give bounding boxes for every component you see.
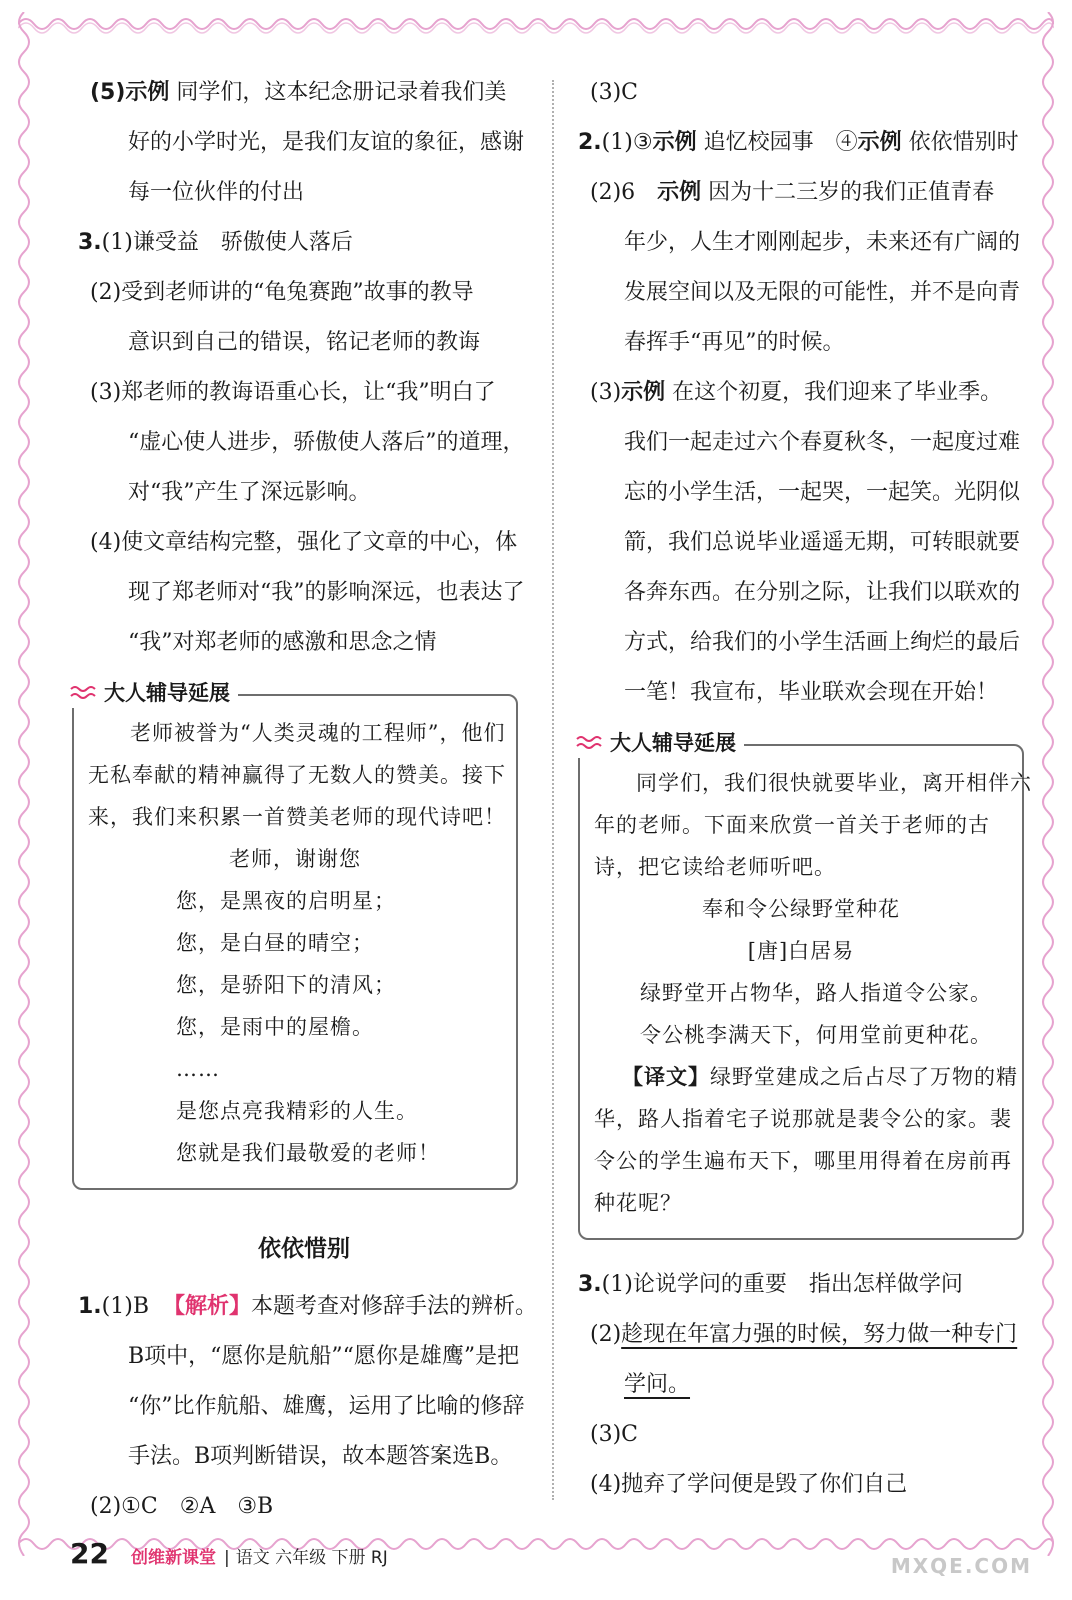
answer-line: (3)郑老师的教诲语重心长，让“我”明白了	[90, 380, 496, 405]
box-text: 老师被誉为“人类灵魂的工程师”，他们	[130, 721, 506, 745]
answer-line: 年少，人生才刚刚起步，未来还有广阔的	[624, 230, 1021, 255]
answer-line: 春挥手“再见”的时候。	[624, 330, 845, 355]
poem-title: 奉和令公绿野堂种花	[702, 897, 900, 921]
question-3-answer-1: 3.(1)谦受益 骄傲使人落后	[78, 230, 353, 255]
footer-separator: |	[223, 1548, 230, 1568]
answer-line: 每一位伙伴的付出	[128, 180, 305, 205]
answer-line: 我们一起走过六个春夏秋冬，一起度过难	[624, 430, 1021, 455]
tutoring-box-1	[72, 681, 518, 1190]
answer-line: (4)使文章结构完整，强化了文章的中心，体	[90, 530, 518, 555]
watermark: MXQE.COM	[890, 1554, 1032, 1578]
poem-line: 令公桃李满天下，何用堂前更种花。	[640, 1023, 992, 1047]
page-footer	[70, 1537, 388, 1570]
poem-line: ……	[176, 1057, 220, 1081]
answer-line: 意识到自己的错误，铭记老师的教诲	[128, 330, 481, 355]
answer-line	[578, 1360, 1048, 1410]
answer-line: 方式，给我们的小学生活画上绚烂的最后	[624, 630, 1021, 655]
poem-line: 您，是黑夜的启明星；	[176, 889, 396, 913]
poem-line: 绿野堂开占物华，路人指道令公家。	[640, 981, 992, 1005]
page-number: 22	[70, 1537, 109, 1570]
wave-icon	[70, 684, 96, 702]
answer-line: 好的小学时光，是我们友谊的象征，感谢	[128, 130, 525, 155]
translation-line: 华，路人指着宅子说那就是裴令公的家。裴	[594, 1107, 1012, 1131]
frame-left-wave	[12, 12, 36, 1556]
right-column	[578, 68, 1048, 1510]
answer-line: “你”比作航船、雄鹰，运用了比喻的修辞	[128, 1394, 525, 1419]
poem-title: 老师，谢谢您	[229, 847, 361, 871]
poem-line: 您，是白昼的晴空；	[176, 931, 374, 955]
question-2-answer-1: 2.(1)③示例 追忆校园事 ④示例 依依惜别时	[578, 130, 1019, 155]
question-3-answer-1: 3.(1)论说学问的重要 指出怎样做学问	[578, 1272, 963, 1297]
translation-line: 【译文】绿野堂建成之后占尽了万物的精	[622, 1065, 1018, 1089]
box-text: 年的老师。下面来欣赏一首关于老师的古	[594, 813, 990, 837]
tutoring-box-title: 大人辅导延展	[572, 728, 744, 758]
box-text: 诗，把它读给老师听吧。	[594, 855, 836, 879]
answer-line: “虚心使人进步，骄傲使人落后”的道理，	[128, 430, 525, 455]
answer-line: “我”对郑老师的感激和思念之情	[128, 630, 437, 655]
frame-top-wave	[18, 12, 1054, 36]
answer-line: 对“我”产生了深远影响。	[128, 480, 371, 505]
underlined-answer: 学问。	[624, 1372, 691, 1397]
poem-line: 您，是雨中的屋檐。	[176, 1015, 374, 1039]
answer-line: 现了郑老师对“我”的影响深远，也表达了	[128, 580, 525, 605]
answer-line: (2)趁现在年富力强的时候，努力做一种专门	[590, 1322, 1018, 1347]
answer-line: 手法。B项判断错误，故本题答案选B。	[128, 1444, 513, 1469]
answer-line: (2)6 示例 因为十二三岁的我们正值青春	[590, 180, 995, 205]
answer-line: (3)示例 在这个初夏，我们迎来了毕业季。	[590, 380, 1003, 405]
answer-line: 箭，我们总说毕业遥遥无期，可转眼就要	[624, 530, 1021, 555]
translation-line: 种花呢？	[594, 1191, 682, 1215]
left-column	[78, 68, 538, 1532]
poem-author: [唐]白居易	[747, 939, 855, 963]
poem-line: 您，是骄阳下的清风；	[176, 973, 396, 997]
answer-line: 一笔！我宣布，毕业联欢会现在开始！	[624, 680, 999, 705]
answer-line: (2)受到老师讲的“龟兔赛跑”故事的教导	[90, 280, 474, 305]
analysis-tag: 【解析】	[163, 1294, 252, 1319]
poem-line: 您就是我们最敬爱的老师！	[176, 1141, 440, 1165]
box-text: 无私奉献的精神赢得了无数人的赞美。接下	[88, 763, 506, 787]
poem-line: 是您点亮我精彩的人生。	[176, 1099, 418, 1123]
answer-line: (3)C	[590, 80, 638, 105]
answer-line: (3)C	[590, 1422, 638, 1447]
brand-name: 创维新课堂	[130, 1548, 216, 1568]
answer-line: 发展空间以及无限的可能性，并不是向青	[624, 280, 1021, 305]
answer-line: B项中，“愿你是航船”“愿你是雄鹰”是把	[128, 1344, 520, 1369]
answer-line: (2)①C ②A ③B	[90, 1494, 274, 1519]
wave-icon	[576, 734, 602, 752]
box-text: 同学们，我们很快就要毕业，离开相伴六	[636, 771, 1032, 795]
answer-line: 忘的小学生活，一起哭，一起笑。光阴似	[624, 480, 1021, 505]
answer-line: (4)抛弃了学问便是毁了你们自己	[590, 1472, 908, 1497]
underlined-answer: 趁现在年富力强的时候，努力做一种专门	[621, 1322, 1018, 1347]
translation-line: 令公的学生遍布天下，哪里用得着在房前再	[594, 1149, 1012, 1173]
box-text: 来，我们来积累一首赞美老师的现代诗吧！	[88, 805, 506, 829]
section-1-answer-1: 1.(1)B 【解析】本题考查对修辞手法的辨析。	[78, 1294, 538, 1319]
section-title: 依依惜别	[258, 1236, 350, 1262]
column-divider	[552, 80, 554, 1500]
answer-line: 各奔东西。在分别之际，让我们以联欢的	[624, 580, 1021, 605]
tutoring-box-2	[578, 731, 1032, 1240]
book-info: 语文 六年级 下册 RJ	[235, 1548, 388, 1568]
tutoring-box-title: 大人辅导延展	[66, 678, 238, 708]
answer-5: (5)示例 同学们，这本纪念册记录着我们美	[90, 80, 507, 105]
